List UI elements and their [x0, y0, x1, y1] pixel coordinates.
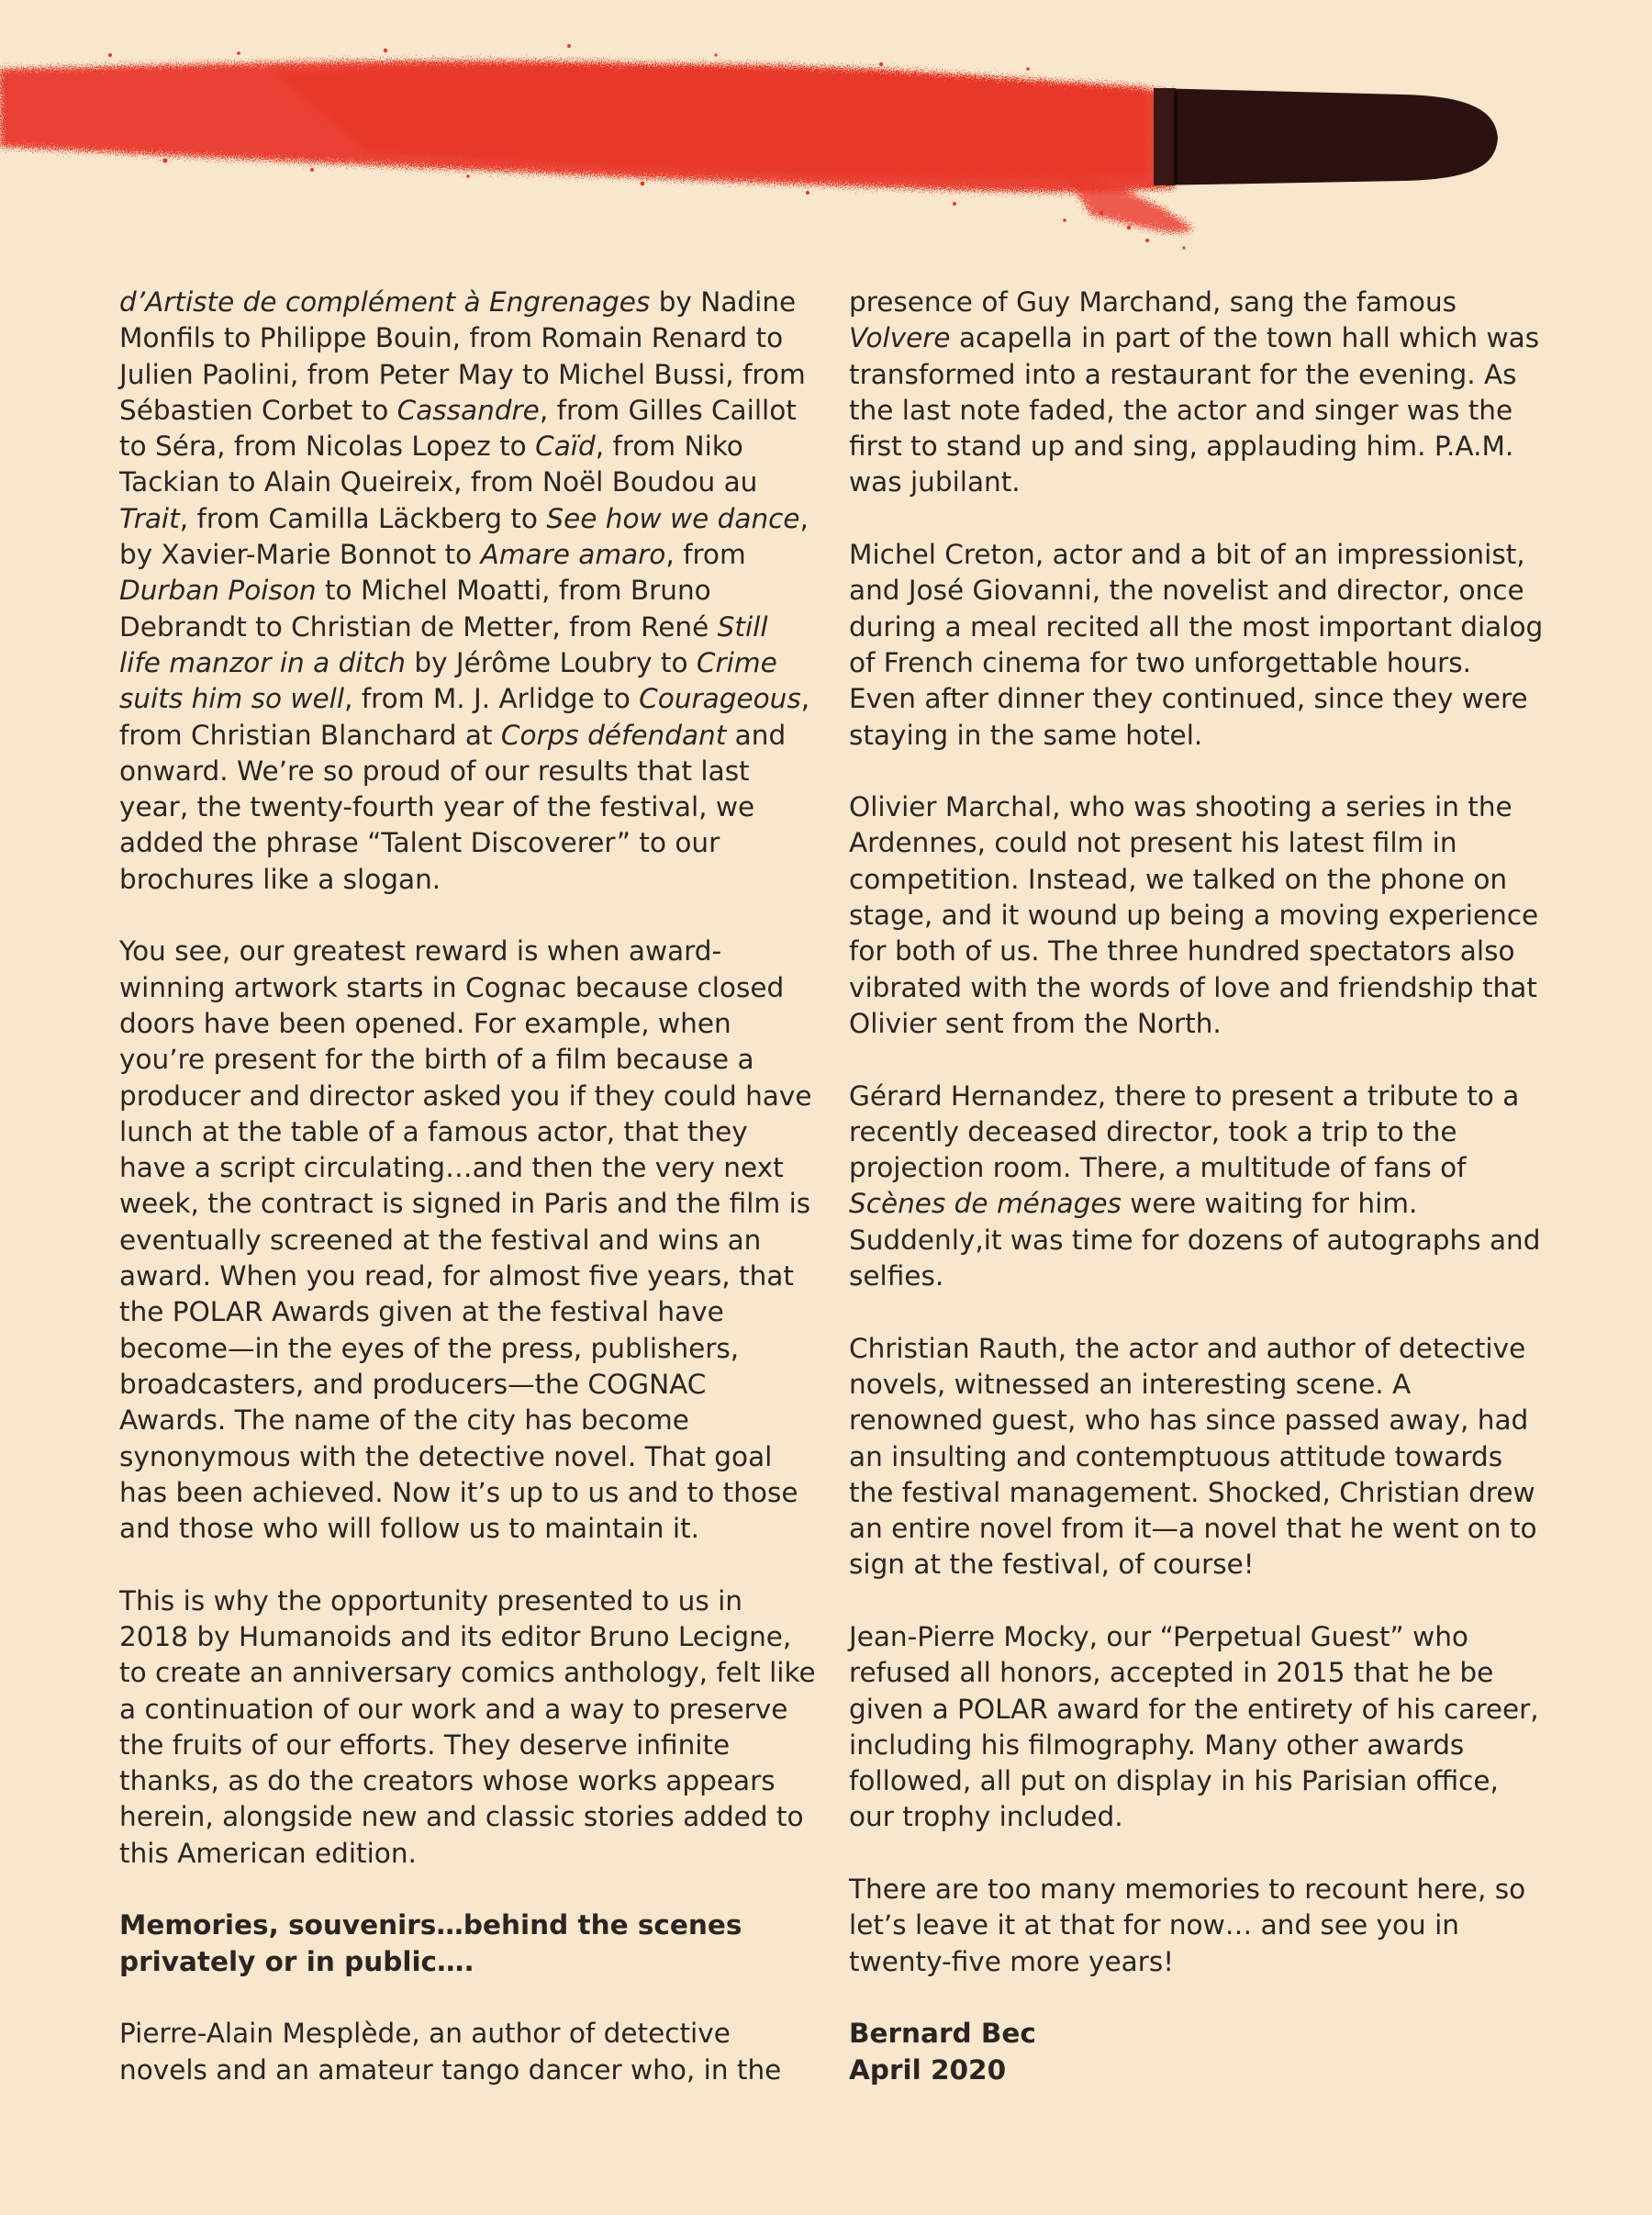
paragraph-marchal: Olivier Marchal, who was shooting a series in the Ardennes, could not present his latest film in competition. Instead, we talked on the phone on stage, and it wound up being a moving experience for both of us. The three hundred spectators also vibrated with the words of love and friendship that Olivier sent from the North. — [849, 791, 1539, 1039]
paragraph-creton: Michel Creton, actor and a bit of an impressionist, and José Giovanni, the novelist and director, once during a meal recited all the most important dialog of French cinema for two unforgettable hours. Even after dinner they continued, since they were staying in the same hotel. — [849, 539, 1544, 751]
paragraph-hernandez: Gérard Hernandez, there to present a tribute to a recently deceased director, took a trip to the projection room. There, a multitude of fans of Scènes de ménages were waiting for him. Suddenly,it was time for dozens of autographs and selfies. — [849, 1080, 1541, 1292]
signature-name: Bernard Bec — [849, 2018, 1036, 2050]
paragraph-rauth: Christian Rauth, the actor and author of detective novels, witnessed an interesting scene. A renowned guest, who has since passed away, had an insulting and contemptuous attitude towards the festival management. Shocked, Christian drew an entire novel from it—a novel that he went on to sign at the festival, of course! — [849, 1332, 1537, 1581]
left-column — [119, 285, 817, 2124]
paragraph-mesplede: Pierre-Alain Mesplède, an author of detective novels and an amateur tango dancer who, in the — [119, 2018, 782, 2086]
paragraph-opportunity: This is why the opportunity presented to us in 2018 by Humanoids and its editor Bruno Lecigne, to create an anniversary comics anthology, felt like a continuation of our work and a way to preserve the fruits of our efforts. They deserve infinite thanks, as do the creators whose works appears herein, alongside new and classic stories added to this American edition. — [119, 1584, 816, 1869]
red-spray-trail — [0, 61, 1193, 232]
paragraph-greatest-reward: You see, our greatest reward is when award-winning artwork starts in Cognac because closed doors have been opened. For example, when you’re present for the birth of a film because a producer and director asked you if they could have lunch at the table of a famous actor, that they have a script circulating…and then the very next week, the contract is signed in Paris and the film is eventually screened at the festival and wins an award. When you read, for almost five years, that the POLAR Awards given at the festival have become—in the eyes of the press, publishers, broadcasters, and producers—the COGNAC Awards. The name of the city has become synonymous with the detective novel. That goal has been achieved. Now it’s up to us and to those and those who will follow us to maintain it. — [119, 935, 812, 1545]
paragraph-marchand: presence of Guy Marchand, sang the famous Volvere acapella in part of the town hall which was transformed into a restaurant for the evening. As the last note faded, the actor and singer was the first to stand up and sing, applauding him. P.A.M. was jubilant. — [849, 286, 1540, 498]
paragraph-closing: There are too many memories to recount here, so let’s leave it at that for now… and see you in twenty-five more years! — [849, 1874, 1526, 1977]
paragraph-adaptations: d’Artiste de complément à Engrenages by Nadine Monfils to Philippe Bouin, from Romain Renard to Julien Paolini, from Peter May to Michel Bussi, from Sébastien Corbet to Cassandre, from Gilles Caillot to Séra, from Nicolas Lopez to Caïd, from Niko Tackian to Alain Queireix, from Noël Boudou au Trait, from Camilla Läckberg to See how we dance, by Xavier-Marie Bonnot to Amare amaro, from Durban Poison to Michel Moatti, from Bruno Debrandt to Christian de Metter, from René Still life manzor in a ditch by Jérôme Loubry to Crime suits him so well, from M. J. Arlidge to Courageous, from Christian Blanchard at Corps défendant and onward. We’re so proud of our results that last year, the twenty-fourth year of the festival, we added the phrase “Talent Discoverer” to our brochures like a slogan. — [119, 286, 810, 895]
right-column — [849, 285, 1546, 2088]
bullet-trail-banner — [0, 0, 1652, 275]
paragraph-mocky: Jean-Pierre Mocky, our “Perpetual Guest” who refused all honors, accepted in 2015 that he be given a POLAR award for the entirety of his career, including his filmography. Many other awards followed, all put on display in his Parisian office, our trophy included. — [849, 1620, 1539, 1833]
bullet-icon — [1154, 88, 1498, 185]
signature-date: April 2020 — [849, 2053, 1007, 2086]
section-heading: Memories, souvenirs…behind the scenes privately or in public…. — [119, 1909, 742, 1977]
